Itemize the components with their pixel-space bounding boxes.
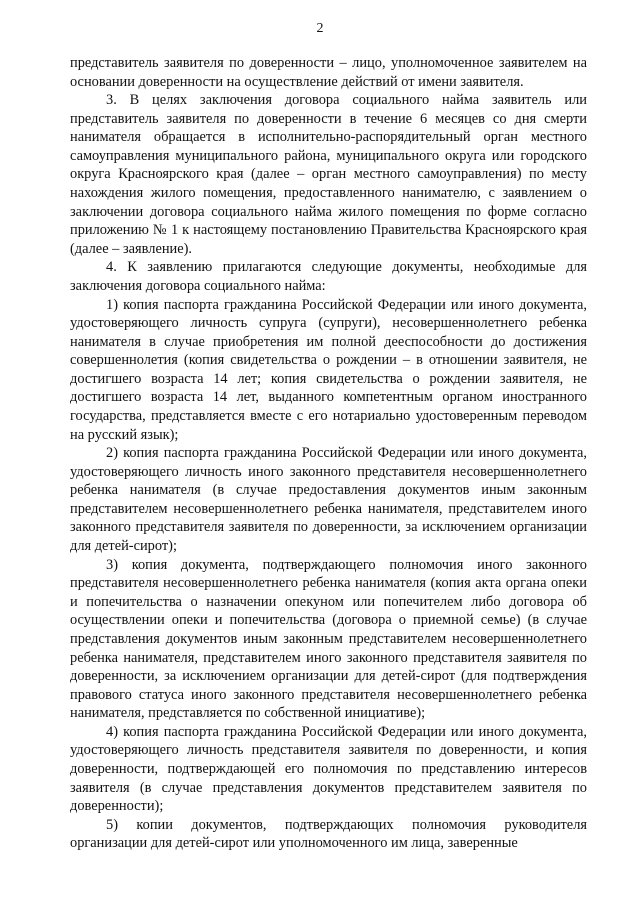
- paragraph-item-3: 3. В целях заключения договора социального найма заявитель или представитель заявителя по доверенности в течение 6 месяцев со дня смерти нанимателя обращается в исполнительно-распорядительный орган местного самоуправления муниципального района, муниципального округа или городского округа Красноярского края (далее – орган местного самоуправления) по месту нахождения жилого помещения, предоставленного нанимателю, с заявлением о заключении договора социального найма жилого помещения по форме согласно приложению № 1 к настоящему постановлению Правительства Красноярского края (далее – заявление).: [70, 92, 587, 257]
- paragraph-subitem-5: 5) копии документов, подтверждающих полномочия руководителя организации для детей-сирот или уполномоченного им лица, заверенные: [70, 816, 587, 852]
- document-body: [70, 54, 587, 853]
- paragraph-subitem-3: 3) копия документа, подтверждающего полномочия иного законного представителя несовершеннолетнего ребенка нанимателя (копия акта органа опеки и попечительства о назначении опекуном или попечителем либо договора об осуществлении опеки и попечительства (договора о приемной семье) (в случае представления документов иным законным представителем несовершеннолетнего ребенка нанимателя, представителем иного законного представителя заявителя по доверенности, за исключением организации для детей-сирот (для подтверждения правового статуса иного законного представителя несовершеннолетнего ребенка нанимателя, представляется по собственной инициативе);: [70, 556, 587, 722]
- paragraph-subitem-2: 2) копия паспорта гражданина Российской Федерации или иного документа, удостоверяющего личность иного законного представителя несовершеннолетнего ребенка нанимателя (в случае предоставления документов иным законным представителем несовершеннолетнего ребенка нанимателя, представителем иного законного представителя заявителя по доверенности, за исключением организации для детей-сирот);: [70, 445, 587, 555]
- paragraph-subitem-4: 4) копия паспорта гражданина Российской Федерации или иного документа, удостоверяющего личность представителя заявителя по доверенности, и копия доверенности, подтверждающей его полномочия по представлению интересов заявителя (в случае представления документов представителем заявителя по доверенности);: [70, 723, 587, 815]
- page-number: 2: [316, 21, 324, 36]
- paragraph-item-4: 4. К заявлению прилагаются следующие документы, необходимые для заключения договора социального найма:: [70, 259, 587, 294]
- paragraph-continuation: представитель заявителя по доверенности – лицо, уполномоченное заявителем на основании доверенности на осуществление действий от имени заявителя.: [70, 55, 587, 90]
- paragraph-subitem-1: 1) копия паспорта гражданина Российской Федерации или иного документа, удостоверяющего личность супруга (супруги), несовершеннолетнего ребенка нанимателя в случае приобретения им полной дееспособности до достижения совершеннолетия (копия свидетельства о рождении – в отношении заявителя, не достигшего возраста 14 лет; копия свидетельства о рождении заявителя, не достигшего возраста 14 лет, выданного компетентным органом иностранного государства, представляется вместе с его нотариально удостоверенным переводом на русский язык);: [70, 296, 587, 443]
